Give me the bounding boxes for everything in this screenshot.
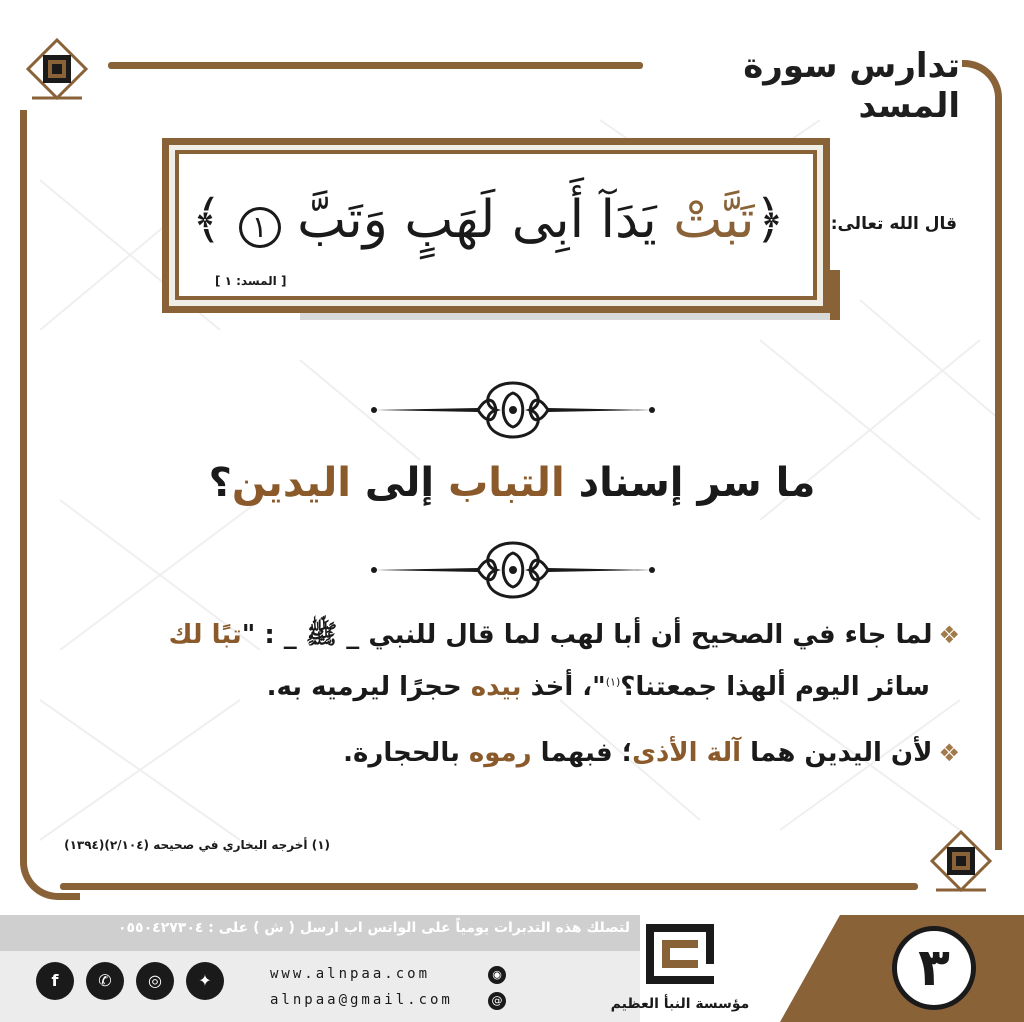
page-title: تدارس سورة المسد: [743, 46, 960, 126]
point-2-text-a: لأن اليدين هما: [741, 738, 933, 768]
globe-icon: ◉: [488, 966, 506, 984]
question-heading: [150, 460, 874, 506]
point-1-text-d: حجرًا ليرميه به.: [266, 672, 471, 702]
footnote-marker: (١): [605, 675, 621, 689]
email-link[interactable]: alnpaa@gmail.com: [270, 992, 453, 1008]
organization-logo: [640, 920, 720, 992]
verse-box-accent: [830, 270, 840, 320]
instagram-icon[interactable]: ◎: [136, 962, 174, 1000]
question-highlight-1: التباب: [448, 460, 565, 506]
verse-reference: [ المسد: ١ ]: [215, 274, 287, 288]
ornament-divider-bottom: [368, 535, 658, 605]
frame-right: [962, 60, 1002, 850]
twitter-icon[interactable]: ✦: [186, 962, 224, 1000]
point-1-highlight-b: بيده: [470, 672, 522, 702]
point-1-text-b: سائر اليوم ألهذا جمعتنا؟: [620, 672, 930, 702]
verse-part-rest: يَدَآ أَبِى لَهَبٍ وَتَبَّ: [297, 190, 657, 250]
footer-wedge: [780, 915, 840, 1022]
verse-part-highlight: تَبَّتْ: [656, 190, 755, 250]
bullet-icon: ❖: [938, 739, 960, 767]
verse-text: [191, 170, 785, 270]
logo-small-top-left: [26, 38, 88, 100]
verse-close-bracket: ﴾: [191, 190, 222, 250]
point-1-highlight-a: تبًا لك: [168, 620, 242, 650]
point-2-highlight-a: آلة الأذى: [632, 738, 742, 768]
point-1-text-c: "، أخذ: [521, 672, 606, 702]
point-2-highlight-b: رموه: [468, 738, 532, 768]
whatsapp-instruction: لتصلك هذه التدبرات يومياً على الواتس اب ارسل ( ش ) على : ٠٥٥٠٤٢٧٣٠٤: [117, 920, 630, 936]
page-number: ٣: [892, 926, 976, 1010]
frame-top: [108, 62, 643, 69]
organization-name: مؤسسة النبأ العظيم: [610, 996, 750, 1012]
verse-open-bracket: ﴿: [754, 190, 785, 250]
point-1-line-2: [100, 672, 930, 702]
question-mark: ؟: [208, 460, 232, 506]
ayah-number: ١: [239, 207, 281, 248]
bullet-icon: ❖: [938, 621, 960, 649]
question-highlight-2: اليدين: [231, 460, 351, 506]
point-2-text-c: بالحجارة.: [343, 738, 469, 768]
whatsapp-icon[interactable]: ✆: [86, 962, 124, 1000]
verse-box-shadow: [300, 313, 830, 320]
frame-bottom: [60, 883, 918, 890]
verse-intro: قال الله تعالى:: [830, 214, 957, 234]
point-1-text-a: لما جاء في الصحيح أن أبا لهب لما قال للنبي _ ﷺ _ : ": [241, 620, 933, 650]
facebook-icon[interactable]: f: [36, 962, 74, 1000]
website-link[interactable]: www.alnpaa.com: [270, 966, 431, 982]
at-icon: @: [488, 992, 506, 1010]
question-text-2: إلى: [351, 460, 449, 506]
frame-left: [20, 110, 80, 900]
point-2: [100, 738, 960, 768]
ornament-divider-top: [368, 375, 658, 445]
point-2-text-b: ؛ فبهما: [531, 738, 633, 768]
point-1-line-1: [100, 618, 960, 656]
footnote: (١) أخرجه البخاري في صحيحه (٢/١٠٤)(١٣٩٤): [64, 838, 330, 852]
logo-small-bottom-right: [930, 830, 992, 892]
question-text-1: ما سر إسناد: [564, 460, 816, 506]
